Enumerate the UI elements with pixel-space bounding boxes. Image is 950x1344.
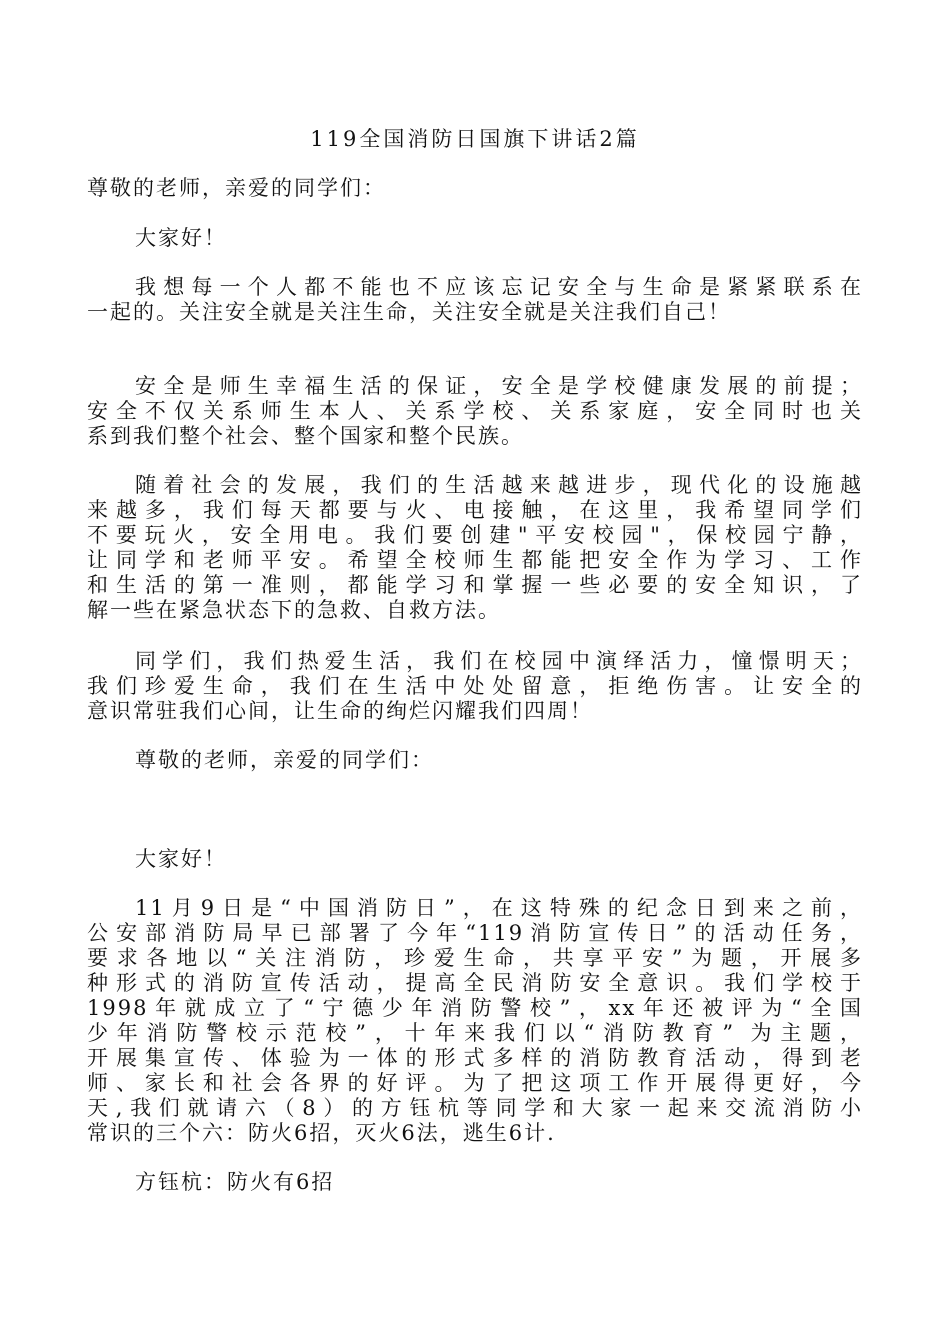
paragraph-3-line: 让同学和老师平安。希望全校师生都能把安全作为学习、工作 [87, 548, 863, 572]
paragraph-5-line: 常识的三个六：防火6招，灭火6法，逃生6计. [87, 1121, 556, 1145]
paragraph-3-line: 和生活的第一准则，都能学习和掌握一些必要的安全知识，了 [87, 573, 863, 597]
paragraph-3-line: 来越多，我们每天都要与火、电接触，在这里，我希望同学们 [87, 498, 863, 522]
greeting-1-text: 尊敬的老师，亲爱的同学们： [87, 176, 386, 200]
paragraph-3 [87, 473, 863, 623]
document-title: 119全国消防日国旗下讲话2篇 [310, 127, 640, 151]
paragraph-1-line: 一起的。关注安全就是关注生命，关注安全就是关注我们自己！ [87, 300, 731, 324]
paragraph-5 [87, 896, 863, 1146]
paragraph-5-line: 1998年就成立了“宁德少年消防警校”，xx年还被评为“全国 [87, 996, 863, 1020]
paragraph-1-line: 我想每一个人都不能也不应该忘记安全与生命是紧紧联系在 [135, 275, 863, 299]
paragraph-5-line: 种形式的消防宣传活动，提高全民消防安全意识。我们学校于 [87, 971, 863, 995]
paragraph-5-line: 11月9日是“中国消防日”，在这特殊的纪念日到来之前， [135, 896, 863, 920]
paragraph-5-line: 要求各地以“关注消防，珍爱生命，共享平安”为题，开展多 [87, 946, 863, 970]
paragraph-2-line: 安全不仅关系师生本人、关系学校、关系家庭，安全同时也关 [87, 399, 863, 423]
paragraph-5-line: 天,我们就请六（8）的方钰杭等同学和大家一起来交流消防小 [87, 1096, 863, 1120]
paragraph-3-line: 不要玩火，安全用电。我们要创建"平安校园"，保校园宁静， [87, 523, 863, 547]
paragraph-5-line: 开展集宣传、体验为一体的形式多样的消防教育活动，得到老 [87, 1046, 863, 1070]
paragraph-4-line: 同学们，我们热爱生活，我们在校园中演绎活力，憧憬明天； [135, 649, 863, 673]
paragraph-5-line: 少年消防警校示范校”，十年来我们以“消防教育” 为主题， [87, 1021, 863, 1045]
paragraph-5-line: 公安部消防局早已部署了今年“119消防宣传日”的活动任务， [87, 921, 863, 945]
hello-2-text: 大家好！ [135, 847, 227, 871]
paragraph-2-line: 系到我们整个社会、整个国家和整个民族。 [87, 424, 524, 448]
paragraph-2 [87, 374, 863, 449]
paragraph-3-line: 解一些在紧急状态下的急救、自救方法。 [87, 598, 501, 622]
paragraph-4-line: 意识常驻我们心间，让生命的绚烂闪耀我们四周！ [87, 699, 593, 723]
greeting-1 [87, 176, 863, 201]
paragraph-4-line: 我们珍爱生命，我们在生活中处处留意，拒绝伤害。让安全的 [87, 674, 863, 698]
speaker-line [87, 1170, 863, 1195]
hello-2 [87, 847, 863, 872]
greeting-2 [87, 748, 863, 773]
paragraph-5-line: 师、家长和社会各界的好评。为了把这项工作开展得更好，今 [87, 1071, 863, 1095]
paragraph-3-line: 随着社会的发展，我们的生活越来越进步，现代化的设施越 [135, 473, 863, 497]
hello-1 [87, 226, 863, 251]
speaker-line-text: 方钰杭：防火有6招 [135, 1170, 335, 1194]
greeting-2-text: 尊敬的老师，亲爱的同学们： [135, 748, 434, 772]
paragraph-1 [87, 275, 863, 325]
hello-1-text: 大家好！ [135, 226, 227, 250]
paragraph-4 [87, 649, 863, 724]
paragraph-2-line: 安全是师生幸福生活的保证，安全是学校健康发展的前提； [135, 374, 863, 398]
